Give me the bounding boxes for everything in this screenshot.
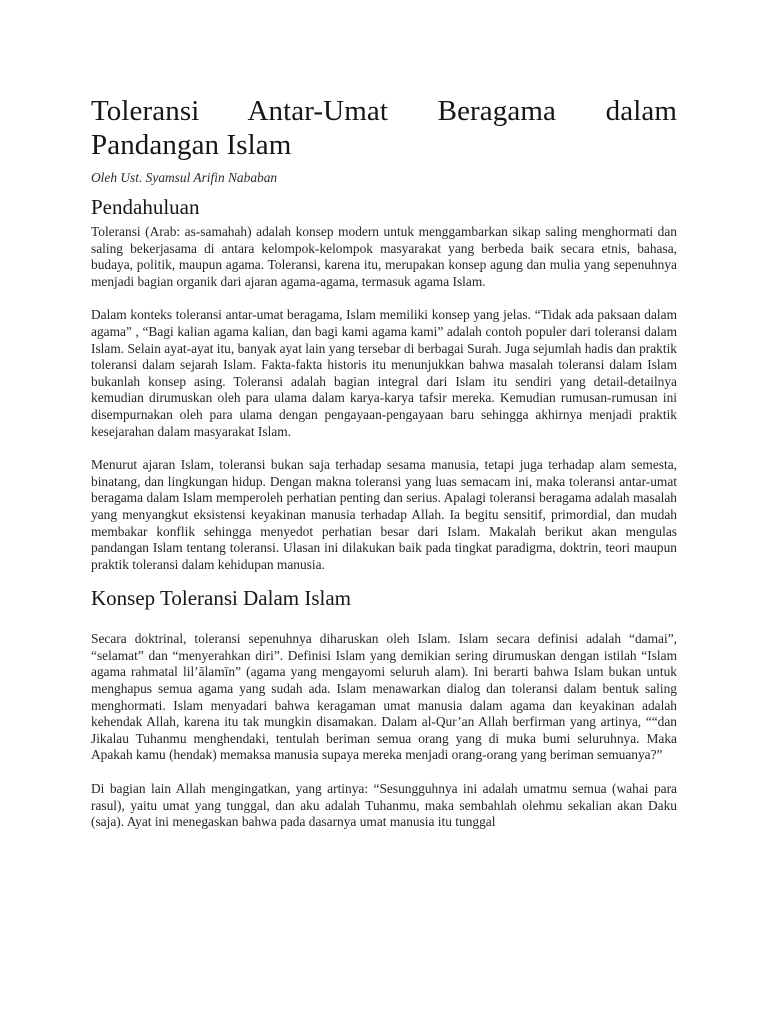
document-title [91,94,677,162]
paragraph: Dalam konteks toleransi antar-umat beragama, Islam memiliki konsep yang jelas. “Tidak ada paksaan dalam agama” , “Bagi kalian agama kalian, dan bagi kami agama kami” adalah contoh populer dari toleransi dalam Islam. Selain ayat-ayat itu, banyak ayat lain yang tersebar di berbagai Surah. Juga sejumlah hadis dan praktik toleransi dalam sejarah Islam. Fakta-fakta historis itu menunjukkan bahwa masalah toleransi dalam Islam bukanlah konsep asing. Toleransi adalah bagian integral dari Islam itu sendiri yang detail-detailnya kemudian dirumuskan oleh para ulama dalam karya-karya tafsir mereka. Kemudian rumusan-rumusan ini disempurnakan oleh para ulama dengan pengayaan-pengayaan baru sehingga akhirnya menjadi praktik kesejarahan dalam masyarakat Islam. [91,307,677,439]
section-heading-konsep-toleransi: Konsep Toleransi Dalam Islam [91,586,351,611]
paragraph: Secara doktrinal, toleransi sepenuhnya diharuskan oleh Islam. Islam secara definisi adalah “damai”, “selamat” dan “menyerahkan diri”. Definisi Islam yang demikian sering dirumuskan dengan istilah “Islam agama rahmatal lil’ālamīn” (agama yang mengayomi seluruh alam). Ini berarti bahwa Islam bukan untuk menghapus semua agama yang sudah ada. Islam menawarkan dialog dan toleransi dalam bentuk saling menghormati. Islam menyadari bahwa keragaman umat manusia dalam agama dan keyakinan adalah kehendak Allah, karena itu tak mungkin disamakan. Dalam al-Qur’an Allah berfirman yang artinya, ““dan Jikalau Tuhanmu menghendaki, tentulah beriman semua orang yang di muka bumi seluruhnya. Maka Apakah kamu (hendak) memaksa manusia supaya mereka menjadi orang-orang yang beriman semuanya?” [91,631,677,763]
document-page [91,94,677,848]
author-byline: Oleh Ust. Syamsul Arifin Nababan [91,170,278,185]
document-title-line-1: Toleransi Antar-Umat Beragama dalam [91,95,677,127]
paragraph: Di bagian lain Allah mengingatkan, yang artinya: “Sesungguhnya ini adalah umatmu semua (wahai para rasul), yaitu umat yang tunggal, dan aku adalah Tuhanmu, maka sembahlah olehmu sekalian akan Daku (saja). Ayat ini menegaskan bahwa pada dasarnya umat manusia itu tunggal [91,781,677,830]
paragraph: Toleransi (Arab: as-samahah) adalah konsep modern untuk menggambarkan sikap saling menghormati dan saling bekerjasama di antara kelompok-kelompok masyarakat yang berbeda baik secara etnis, bahasa, budaya, politik, maupun agama. Toleransi, karena itu, merupakan konsep agung dan mulia yang sepenuhnya menjadi bagian organik dari ajaran agama-agama, termasuk agama Islam. [91,224,677,289]
paragraph: Menurut ajaran Islam, toleransi bukan saja terhadap sesama manusia, tetapi juga terhadap alam semesta, binatang, dan lingkungan hidup. Dengan makna toleransi yang luas semacam ini, maka toleransi antar-umat beragama dalam Islam memperoleh perhatian penting dan serius. Apalagi toleransi beragama adalah masalah yang menyangkut eksistensi keyakinan manusia terhadap Allah. Ia begitu sensitif, primordial, dan mudah membakar konflik sehingga menyedot perhatian besar dari Islam. Makalah berikut akan mengulas pandangan Islam tentang toleransi. Ulasan ini dilakukan baik pada tingkat paradigma, doktrin, teori maupun praktik toleransi dalam kehidupan manusia. [91,457,677,572]
section-heading-pendahuluan: Pendahuluan [91,195,200,219]
document-title-line-2: Pandangan Islam [91,129,292,161]
